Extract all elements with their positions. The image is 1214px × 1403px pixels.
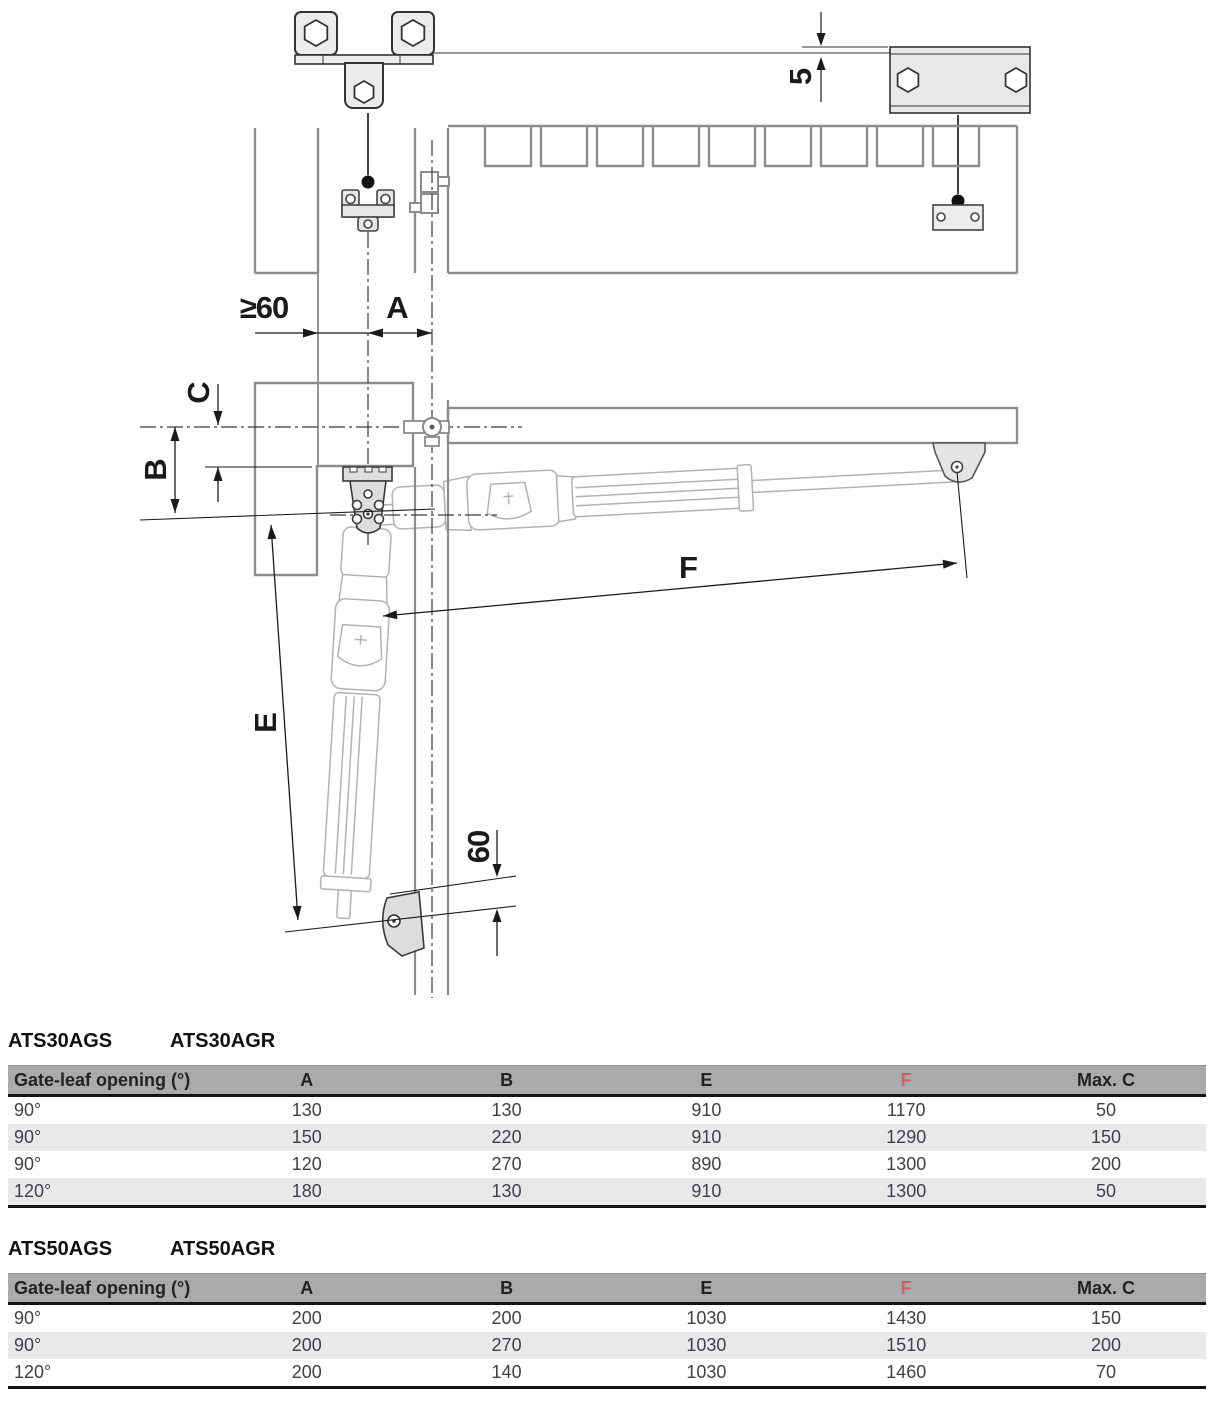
arrowhead-icon — [268, 525, 277, 539]
table-header-row — [8, 1274, 1206, 1304]
spec-cell: 120° — [8, 1359, 207, 1388]
arrowhead-icon — [303, 329, 318, 338]
model-title: ATS30AGS — [8, 1030, 113, 1052]
dimension-label-e: E — [248, 713, 284, 733]
dimension-label-sixty: 60 — [461, 830, 497, 864]
spec-header-cell: Gate-leaf opening (°) — [8, 1274, 207, 1304]
arrowhead-icon — [171, 427, 180, 441]
spec-header-cell: Max. C — [1006, 1274, 1206, 1304]
release-cover — [337, 624, 383, 667]
spec-header-cell: E — [606, 1274, 806, 1304]
spec-section — [0, 1238, 1214, 1389]
table-row — [8, 1096, 1206, 1125]
dimension-label-c: C — [181, 382, 217, 404]
spec-cell: 200 — [291, 1308, 322, 1328]
spec-cell: 890 — [691, 1154, 722, 1174]
model-title: ATS50AGS — [8, 1238, 113, 1260]
spec-cell: 130 — [407, 1178, 607, 1207]
spec-table — [8, 1273, 1206, 1389]
spec-cell: 220 — [491, 1127, 522, 1147]
callout-dot-icon — [362, 176, 375, 189]
table-row — [8, 1124, 1206, 1151]
spec-cell: 140 — [407, 1359, 607, 1388]
spec-cell: 1510 — [886, 1335, 927, 1355]
spec-section — [0, 1030, 1214, 1208]
spec-cell: 90° — [14, 1308, 42, 1328]
dimension-label-5: 5 — [783, 68, 819, 86]
spec-cell: 270 — [491, 1154, 522, 1174]
model-title: ATS50AGR — [170, 1238, 276, 1260]
spec-cell: 1030 — [686, 1308, 727, 1328]
spec-cell: 50 — [1006, 1178, 1206, 1207]
spec-cell: 50 — [1096, 1100, 1117, 1120]
dimension-label-min-gap: ≥60 — [239, 290, 289, 325]
spec-header-cell: F — [806, 1066, 1006, 1096]
spec-cell: 200 — [1091, 1154, 1122, 1174]
spec-cell: 1290 — [886, 1127, 927, 1147]
table-row — [8, 1359, 1206, 1388]
model-titles — [8, 1030, 1206, 1053]
gate-plate-detail — [933, 205, 983, 230]
callout-pillar-bracket — [362, 113, 375, 189]
arrowhead-icon — [817, 57, 826, 70]
hex-bolt-icon — [305, 20, 328, 46]
spec-cell: 120° — [8, 1178, 207, 1207]
spec-header-cell: B — [407, 1274, 607, 1304]
spec-cell: 200 — [291, 1335, 322, 1355]
spec-cell: 90° — [14, 1154, 42, 1174]
spec-header-cell: Gate-leaf opening (°) — [8, 1066, 207, 1096]
arrowhead-icon — [171, 499, 180, 513]
spec-cell: 1030 — [686, 1335, 727, 1355]
front-bracket-closed — [383, 892, 424, 956]
spec-cell: 200 — [1091, 1335, 1122, 1355]
spec-cell: 150 — [1091, 1127, 1122, 1147]
table-row — [8, 1332, 1206, 1359]
gate-leaf-open — [448, 408, 1017, 443]
table-row — [8, 1304, 1206, 1333]
model-titles — [8, 1238, 1206, 1261]
spec-header-cell: F — [806, 1274, 1006, 1304]
spec-cell: 90° — [14, 1335, 42, 1355]
spec-cell: 910 — [691, 1100, 722, 1120]
hex-bolt-icon — [898, 68, 919, 92]
gate-plate-front-view — [890, 47, 1030, 113]
arrowhead-icon — [293, 906, 302, 920]
spec-cell: 90° — [14, 1100, 42, 1120]
hex-bolt-icon — [402, 20, 425, 46]
pillar-bracket-front-view — [295, 12, 434, 108]
dimension-label-a: A — [386, 290, 408, 325]
gate-top-view — [448, 126, 1017, 273]
callout-gate-plate — [952, 115, 965, 208]
post-bracket-detail — [342, 190, 394, 231]
arrowhead-icon — [417, 329, 432, 338]
spec-cell: 910 — [691, 1127, 722, 1147]
hex-bolt-icon — [355, 81, 374, 103]
arrowhead-icon — [493, 909, 502, 922]
spec-header-cell: A — [207, 1274, 407, 1304]
spec-cell: 1430 — [886, 1308, 927, 1328]
arrowhead-icon — [817, 33, 826, 46]
model-title: ATS30AGR — [170, 1030, 276, 1052]
spec-cell: 1300 — [886, 1154, 927, 1174]
dimension-label-f: F — [679, 550, 697, 585]
spec-cell: 150 — [1091, 1308, 1122, 1328]
table-row — [8, 1151, 1206, 1178]
arrowhead-icon — [368, 329, 383, 338]
spec-cell: 1460 — [806, 1359, 1006, 1388]
arrowhead-icon — [214, 467, 223, 481]
operator-open-position — [366, 449, 958, 536]
arrowhead-icon — [943, 560, 957, 569]
spec-tables — [0, 1030, 1214, 1389]
arrowhead-icon — [214, 411, 223, 425]
spec-cell: 120 — [291, 1154, 322, 1174]
dimension-5 — [817, 12, 826, 102]
operator-closed-position — [317, 506, 396, 920]
spec-cell: 910 — [606, 1178, 806, 1207]
hex-bolt-icon — [1006, 68, 1027, 92]
spec-cell: 150 — [291, 1127, 322, 1147]
spec-cell: 130 — [291, 1100, 322, 1120]
spec-cell: 200 — [207, 1359, 407, 1388]
spec-cell: 270 — [491, 1335, 522, 1355]
table-header-row — [8, 1066, 1206, 1096]
spec-cell: 90° — [14, 1127, 42, 1147]
spec-cell: 200 — [491, 1308, 522, 1328]
dimension-label-b: B — [138, 459, 174, 481]
table-row — [8, 1178, 1206, 1207]
arrowhead-icon — [493, 864, 502, 877]
spec-table — [8, 1065, 1206, 1208]
spec-cell: 1170 — [886, 1100, 926, 1120]
spec-cell: 1300 — [806, 1178, 1006, 1207]
spec-header-cell: A — [207, 1066, 407, 1096]
spec-cell: 180 — [207, 1178, 407, 1207]
spec-header-cell: Max. C — [1006, 1066, 1206, 1096]
hinge-plan — [404, 418, 449, 446]
spec-header-cell: E — [606, 1066, 806, 1096]
spec-cell: 130 — [491, 1100, 522, 1120]
spec-header-cell: B — [407, 1066, 607, 1096]
spec-cell: 70 — [1006, 1359, 1206, 1388]
spec-cell: 1030 — [606, 1359, 806, 1388]
